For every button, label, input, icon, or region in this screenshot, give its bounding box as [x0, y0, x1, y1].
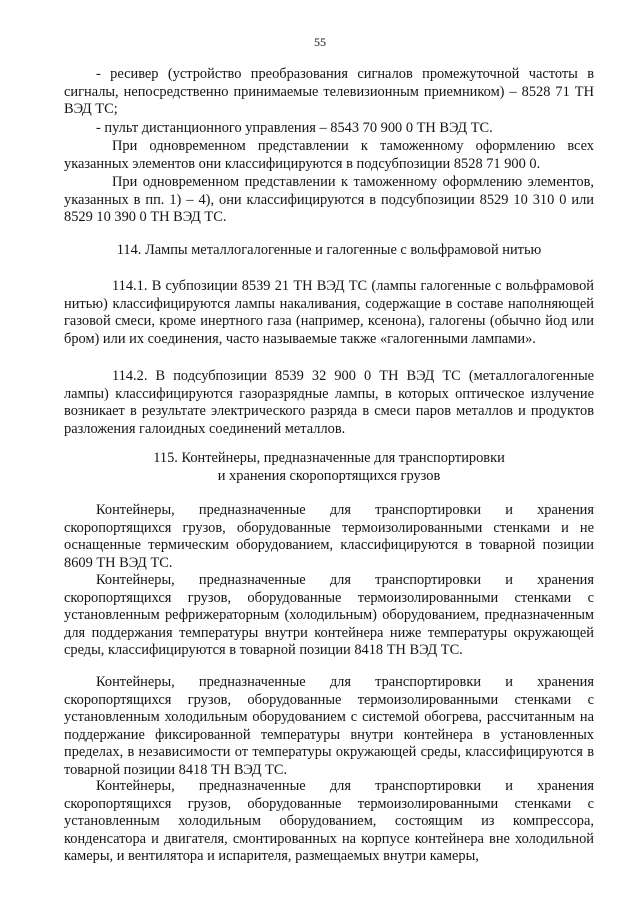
section-heading-114: 114. Лампы металлогалогенные и галогенные с вольфрамовой нитью [116, 242, 542, 258]
paragraph-114-1: 114.1. В субпозиции 8539 21 ТН ВЭД ТС (лампы галогенные с вольфрамовой нитью) классифицируются лампы накаливания, содержащие в составе наполняющей газовой смеси, кроме инертного газа (например, ксенона), галогены (обычно йод или бром) или их соединения, часто называемые также «галогенными лампами». [64, 278, 594, 347]
paragraph-remote-control: - пульт дистанционного управления – 8543 70 900 0 ТН ВЭД ТС. [96, 120, 493, 136]
section-heading-115-line1: 115. Контейнеры, предназначенные для транспортировки [153, 450, 505, 466]
paragraph-containers-compressor: Контейнеры, предназначенные для транспортировки и хранения скоропортящихся грузов, оборудованные термоизолированными стенками с установленным холодильным оборудованием, состоящим из компрессора, конденсатора и двигателя, смонтированных на корпусе контейнера вне холодильной камеры, и вентилятора и испарителя, размещаемых внутри камеры, [64, 778, 594, 865]
paragraph-containers-heating: Контейнеры, предназначенные для транспортировки и хранения скоропортящихся грузов, оборудованные термоизолированными стенками с установленным холодильным оборудованием с системой обогрева, рассчитанным на поддержание фиксированной температуры внутри контейнера в установленных пределах, в независимости от температуры окружающей среды, классифицируются в товарной позиции 8418 ТН ВЭД ТС. [64, 674, 594, 778]
paragraph-containers-refrigerated: Контейнеры, предназначенные для транспортировки и хранения скоропортящихся грузов, оборудованные термоизолированными стенками с установленным рефрижераторным (холодильным) оборудованием, предназначенным для поддержания температуры внутри контейнера ниже температуры окружающей среды, классифицируются в товарной позиции 8418 ТН ВЭД ТС. [64, 572, 594, 659]
paragraph-114-2: 114.2. В подсубпозиции 8539 32 900 0 ТН ВЭД ТС (металлогалогенные лампы) классифицируются газоразрядные лампы, в которых оптическое излучение возникает в результате электрического разряда в смеси паров металлов и продуктов разложения галоидных соединений металлов. [64, 368, 594, 437]
paragraph-all-elements: При одновременном представлении к таможенному оформлению всех указанных элементов они классифицируются в подсубпозиции 8528 71 900 0. [64, 138, 594, 172]
paragraph-receiver: - ресивер (устройство преобразования сигналов промежуточной частоты в сигналы, непосредственно принимаемые телевизионным приемником) – 8528 71 ТН ВЭД ТС; [64, 66, 594, 118]
page-number: 55 [314, 35, 326, 49]
paragraph-containers-8609: Контейнеры, предназначенные для транспортировки и хранения скоропортящихся грузов, оборудованные термоизолированными стенками и не оснащенные термическим оборудованием, классифицируются в товарной позиции 8609 ТН ВЭД ТС. [64, 502, 594, 571]
section-heading-115-line2: и хранения скоропортящихся грузов [217, 468, 441, 484]
paragraph-elements-1-4: При одновременном представлении к таможенному оформлению элементов, указанных в пп. 1) – 4), они классифицируются в подсубпозиции 8529 10 310 0 или 8529 10 390 0 ТН ВЭД ТС. [64, 174, 594, 226]
